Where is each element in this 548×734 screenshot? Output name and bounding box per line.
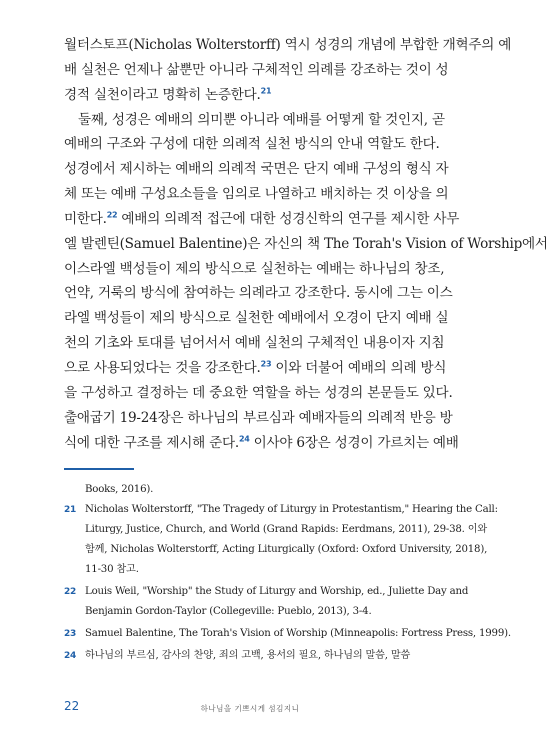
footnote-number: 21 xyxy=(64,505,77,515)
text-line: 미한다.$^{22}$ 예배의 의례적 접근에 대한 성경신학의 연구를 제시한 사무 xyxy=(64,210,460,227)
footnotes xyxy=(64,480,511,666)
text-line: 라엘 백성들이 제의 방식으로 실천한 예배에서 오경이 단지 예배 실 xyxy=(64,310,449,327)
text-line: 을 구성하고 결정하는 데 중요한 역할을 하는 성경의 본문들도 있다. xyxy=(64,384,453,401)
text-line: 엘 발렌틴(Samuel Balentine)은 자신의 책 The Torah's Vision of Worship에서 xyxy=(64,235,548,252)
footnote-23 xyxy=(64,624,511,644)
footnote-ref-24[interactable]: 24 xyxy=(238,433,250,443)
footnote-line: Samuel Balentine, The Torah's Vision of Worship (Minneapolis: Fortress Press, 1999). xyxy=(85,628,511,639)
footnote-line: Louis Weil, "Worship" the Study of Liturgy and Worship, ed., Juliette Day and xyxy=(85,586,469,597)
footnote-ref-22[interactable]: 22 xyxy=(106,210,118,220)
text-line: 예배의 구조와 구성에 대한 의례적 실천 방식의 안내 역할도 한다. xyxy=(64,136,440,153)
page-number: 22 xyxy=(64,699,80,713)
footnote-24 xyxy=(64,646,436,666)
text-line: 배 실천은 언제나 삶뿐만 아니라 구체적인 의례를 강조하는 것이 성 xyxy=(64,61,449,78)
running-title: 하나님을 기쁘시게 섬김지니 xyxy=(200,704,300,713)
footnote-line: Benjamin Gordon-Taylor (Collegeville: Pueblo, 2013), 3-4. xyxy=(85,606,372,617)
footnote-line: 하나님의 부르심, 감사의 찬양, 죄의 고백, 용서의 필요, 하나님의 말씀, 말씀 xyxy=(85,650,411,661)
main-text xyxy=(64,33,548,455)
text-line: 식에 대한 구조를 제시해 준다.$^{24}$ 이사야 6장은 성경이 가르치는 예배 xyxy=(64,433,459,451)
text-line: 출애굽기 19-24장은 하나님의 부르심과 예배자들의 의례적 반응 방 xyxy=(64,409,453,426)
footnote-22 xyxy=(64,582,469,622)
footnote-line: Liturgy, Justice, Church, and World (Grand Rapids: Eerdmans, 2011), 29-38. 이와 xyxy=(85,524,488,535)
text-line: 이스라엘 백성들이 제의 방식으로 실천하는 예배는 하나님의 창조, xyxy=(64,260,445,277)
footnote-21 xyxy=(64,500,498,580)
text-line: 천의 기초와 토대를 넘어서서 예배 실천의 구체적인 내용이자 지침 xyxy=(64,335,445,352)
footnote-number: 23 xyxy=(64,629,77,639)
text-line: 으로 사용되었다는 것을 강조한다.$^{23}$ 이와 더불어 예배의 의례 방식 xyxy=(64,359,447,376)
footnote-line: 11-30 참고. xyxy=(85,564,139,575)
footnote-separator xyxy=(64,468,134,470)
text-line: 경적 실천이라고 명확히 논증한다.$^{21}$ xyxy=(64,86,272,103)
text-line: 체 또는 예배 구성요소들을 임의로 나열하고 배치하는 것 이상을 의 xyxy=(64,186,449,203)
text-line: 월터스토프(Nicholas Wolterstorff) 역시 성경의 개념에 부합한 개혁주의 예 xyxy=(64,37,512,53)
footnote-number: 24 xyxy=(64,651,77,661)
footnote-continuation: Books, 2016). xyxy=(85,484,154,495)
footnote-line: 함께, Nicholas Wolterstorff, Acting Liturgically (Oxford: Oxford University, 2018), xyxy=(85,544,488,555)
text-line: 언약, 거룩의 방식에 참여하는 의례라고 강조한다. 동시에 그는 이스 xyxy=(64,285,453,302)
text-line: 성경에서 제시하는 예배의 의례적 국면은 단지 예배 구성의 형식 자 xyxy=(64,161,449,178)
footnote-number: 22 xyxy=(64,587,77,597)
text-line: 둘째, 성경은 예배의 의미뿐 아니라 예배를 어떻게 할 것인지, 곧 xyxy=(78,111,445,128)
footnote-ref-21[interactable]: 21 xyxy=(260,86,272,96)
footnote-line: Nicholas Wolterstorff, "The Tragedy of Liturgy in Protestantism," Hearing the Call: xyxy=(85,504,498,515)
footnote-ref-23[interactable]: 23 xyxy=(260,359,272,369)
